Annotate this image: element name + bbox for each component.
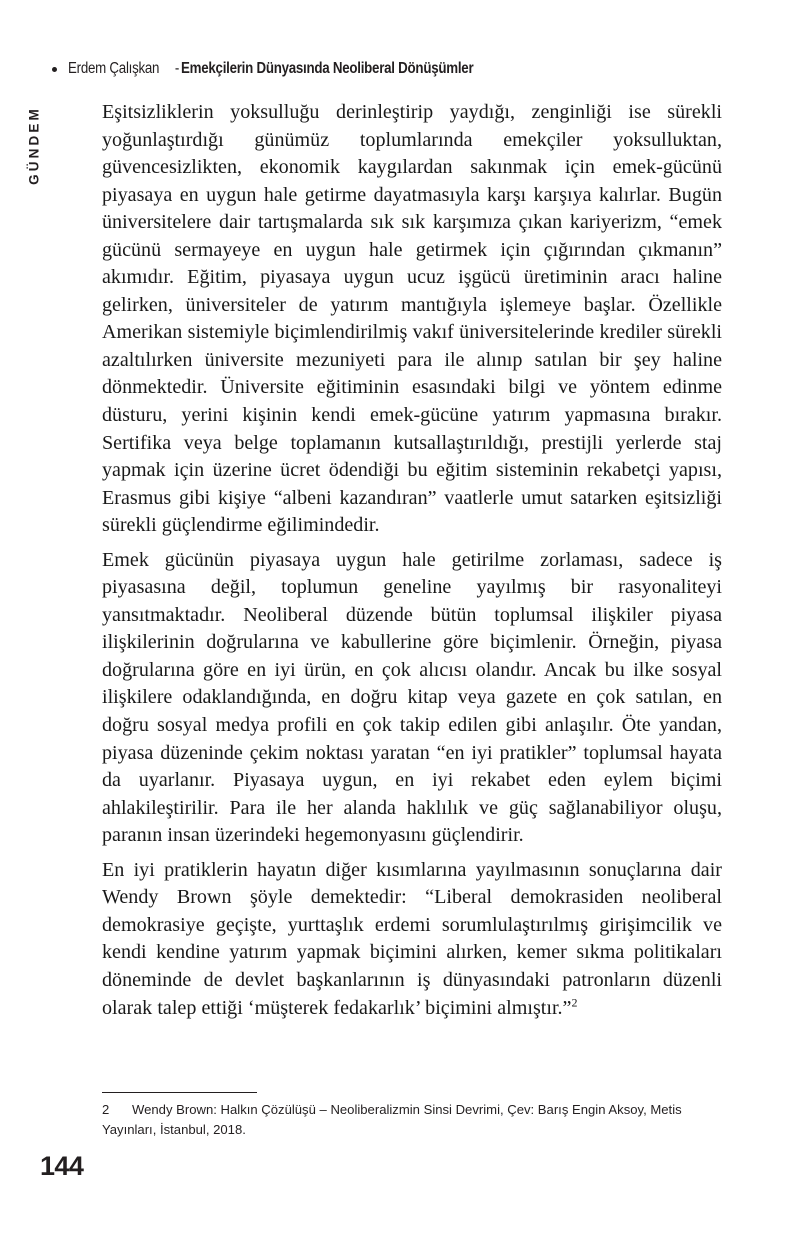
footnote-separator-rule	[102, 1092, 257, 1093]
section-side-tab-label: GÜNDEM	[26, 106, 42, 185]
footnote-entry	[102, 1100, 727, 1139]
body-text-column	[102, 99, 722, 1022]
body-paragraph-3	[102, 857, 722, 1022]
body-paragraph-3-text: En iyi pratiklerin hayatın diğer kısımlarına yayılmasının sonuçlarına dair Wendy Brown şöyle demektedir: “Liberal demokrasiden neoliberal demokrasiye geçişte, yurttaşlık erdemi sorumlulaştırılmış girişimcilik ve kendi kendine yatırım yapmak biçimini alırken, kemer sıkma politikaları döneminde de devlet başkanlarının iş dünyasındaki patronların düzenli olarak talep ettiği ‘müşterek fedakarlık’ biçimini almıştır.”	[102, 858, 722, 1019]
section-side-tab	[0, 96, 72, 206]
bullet-icon	[52, 67, 57, 72]
footnote-reference-marker: 2	[571, 994, 578, 1009]
header-author: Erdem Çalışkan	[68, 60, 160, 77]
header-article-title: Emekçilerin Dünyasında Neoliberal Dönüşümler	[181, 60, 474, 77]
footnote-block	[102, 1092, 727, 1139]
footnote-number: 2	[102, 1102, 110, 1117]
footnote-citation-text: Wendy Brown: Halkın Çözülüşü – Neoliberalizmin Sinsi Devrimi, Çev: Barış Engin Aksoy, Metis Yayınları, İstanbul, 2018.	[102, 1102, 682, 1137]
body-paragraph-1: Eşitsizliklerin yoksulluğu derinleştirip yaydığı, zenginliği ise sürekli yoğunlaştırdığı günümüz toplumlarında emekçiler yoksulluktan, güvencesizlikten, ekonomik kaygılardan sakınmak için emek-gücünü piyasaya en uygun hale getirme dayatmasıyla karşı karşıya kalırlar. Bugün üniversitelere dair tartışmalarda sık sık karşımıza çıkan kariyerizm, “emek gücünü sermayeye en uygun hale getirmek için çığırından çıkmanın” akımıdır. Eğitim, piyasaya uygun ucuz işgücü üretiminin aracı haline gelirken, üniversiteler de yatırım mantığıyla işlemeye başlar. Özellikle Amerikan sistemiyle biçimlendirilmiş vakıf üniversitelerinde krediler sürekli azaltılırken üniversite mezuniyeti para ile alınıp satılan bir şey haline dönmektedir. Üniversite eğitiminin esasındaki bilgi ve yöntem edinme düsturu, yerini kişinin kendi emek-gücüne yatırım yapmasına bırakır. Sertifika veya belge toplamanın kutsallaştırıldığı, prestijli yerlerde staj yapmak için üzerine ücret ödendiği bu eğitim sisteminin rekabetçi yapısı, Erasmus gibi kişiye “albeni kazandıran” vaatlerle umut satarken eşitsizliği sürekli güçlendirme eğilimindedir.	[102, 101, 722, 537]
body-paragraph-2: Emek gücünün piyasaya uygun hale getirilme zorlaması, sadece iş piyasasına değil, toplumun geneline yayılmış bir rasyonaliteyi yansıtmaktadır. Neoliberal düzende bütün toplumsal ilişkiler piyasa ilişkilerinin doğrularına ve kabullerine göre biçimlenir. Örneğin, piyasa doğrularına göre en iyi ürün, en çok alıcısı olandır. Ancak bu ilke sosyal ilişkilere odaklandığında, en doğru kitap veya gazete en çok satılan, en doğru sosyal medya profili en çok takip edilen gibi anlaşılır. Öte yandan, piyasa düzeninde çekim noktası yaratan “en iyi pratikler” toplumsal hayata da uyarlanır. Piyasaya uygun, en iyi rekabet eden eylem biçimi ahlakileştirilir. Para ile her alanda haklılık ve güç sağlanabiliyor oluşu, paranın insan üzerindeki hegemonyasını güçlendirir.	[102, 548, 722, 847]
page-number: 144	[40, 1151, 84, 1181]
header-separator: -	[174, 60, 180, 77]
running-header	[52, 58, 752, 80]
